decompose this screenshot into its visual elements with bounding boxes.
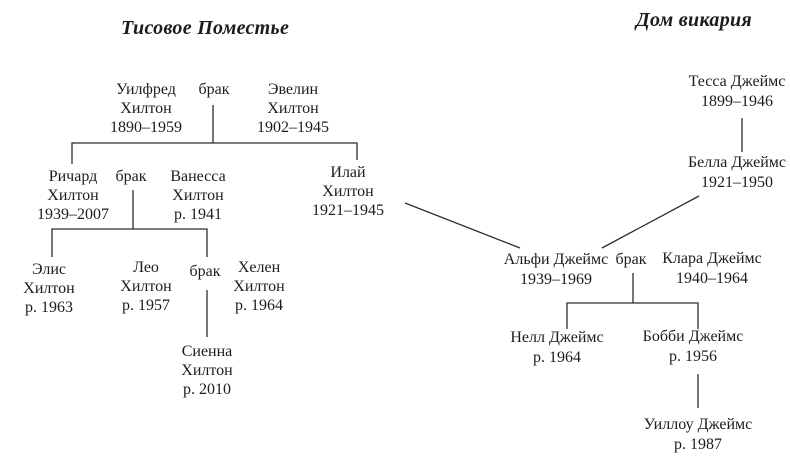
person-years: 1921–1945 [312,202,384,219]
person-years: 1939–1969 [519,271,592,288]
person-name-line: Клара Джеймс [662,250,762,267]
person-evelyn-hilton [257,80,329,137]
person-name-line: Хилтон [267,100,319,117]
person-name-line: Ричард [48,168,98,185]
marriage-label-richard-vanessa: брак [115,168,147,185]
person-years: р. 1956 [669,348,717,365]
person-name-line: Хелен [237,259,281,276]
person-name-line: Уиллоу Джеймс [643,416,753,433]
person-name-line: Хилтон [181,362,233,379]
person-leo-hilton [120,258,171,315]
person-willow-james [644,415,753,455]
person-name-line: Хилтон [23,280,75,297]
connector-bella-to-alfie-diagonal [602,196,699,248]
person-name-line: Лео [133,259,159,276]
person-years: 1940–1964 [675,270,748,287]
connector-james-children-rail [567,303,698,329]
person-alfie-james [504,250,608,290]
person-name-line: Элис [31,261,66,278]
person-name-line: Хилтон [322,183,374,200]
person-years: 1921–1950 [700,174,773,191]
person-years: р. 1963 [24,299,73,316]
person-name-line: Сиенна [181,343,233,360]
left-tree-title: Тисовое Поместье [121,17,290,39]
connector-gen1-children-rail [72,143,357,164]
person-name-line: Хилтон [172,187,224,204]
marriage-label-alfie-clara: брак [615,251,647,268]
person-sienna-hilton [181,342,232,399]
right-tree-title: Дом викария [636,9,753,31]
connector-gen2-children-rail [52,229,207,257]
person-richard-hilton [37,167,109,224]
person-name-line: Хилтон [120,278,172,295]
person-name-line: Хилтон [233,278,285,295]
person-years: 1890–1959 [110,119,182,136]
person-wilfred-hilton [110,80,182,137]
person-name-line: Уилфред [116,81,176,98]
person-name-line: Нелл Джеймс [510,329,604,346]
person-name-line: Эвелин [267,81,319,98]
person-years: р. 1941 [174,206,222,223]
person-years: 1899–1946 [701,93,773,110]
person-vanessa-hilton [170,167,225,224]
person-years: р. 1964 [234,297,283,314]
person-clara-james [662,249,762,289]
connector-eli-to-alfie-diagonal [405,203,520,248]
person-years: 1902–1945 [257,119,329,136]
person-name-line: Тесса Джеймс [688,73,786,90]
marriage-label-leo-helen: брак [189,263,221,280]
person-name-line: Хилтон [47,187,99,204]
person-name-line: Илай [330,164,366,181]
person-years: р. 1987 [674,436,722,453]
person-name-line: Бобби Джеймс [642,328,744,345]
person-nell-james [510,328,603,368]
person-bella-james [688,153,786,193]
person-helen-hilton [233,258,284,315]
person-name-line: Белла Джеймс [687,154,787,171]
person-bobby-james [643,327,744,367]
person-name-line: Хилтон [120,100,172,117]
person-eli-hilton [312,163,384,220]
person-tessa-james [689,72,786,112]
person-name-line: Ванесса [170,168,226,185]
person-alice-hilton [23,260,74,317]
person-years: р. 1957 [121,297,170,314]
person-name-line: Альфи Джеймс [503,251,609,268]
person-years: р. 2010 [182,381,231,398]
person-years: 1939–2007 [37,206,109,223]
person-years: р. 1964 [533,349,581,366]
marriage-label-wilfred-evelyn: брак [198,81,230,98]
